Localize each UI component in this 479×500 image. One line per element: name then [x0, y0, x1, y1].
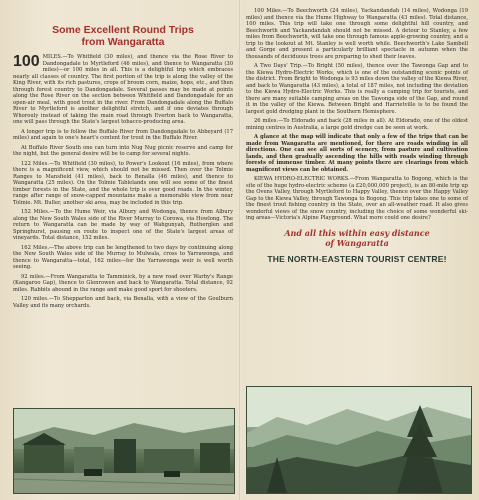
mountain-scene-image — [247, 387, 471, 493]
right-column — [246, 8, 468, 268]
trip-paragraph-eldorado: 26 miles.—To Eldorado and back (28 miles in all). At Eldorado, one of the oldest mining centres in Australia, a large gold dredge can be seen at work. — [246, 118, 468, 131]
left-column — [13, 8, 233, 312]
title-line-2: from Wangaratta — [81, 36, 165, 48]
trip-paragraph-buffalo: At Buffalo River South one can turn into Nug Nug picnic reserve and camp for the night, but the general desire will be to camp for several nights. — [13, 144, 233, 157]
lead-number: 100 — [13, 53, 40, 70]
trip-paragraph-122: 122 Miles.—To Whitfield (30 miles), to Power's Lookout (16 miles), from where there is a magnificent view, which should not be missed. Then over the Tolmie Ranges to Mansfield (41 miles), back to Benalla (46 miles), and thence to Wangaratta (25 miles). On the Tolmie Tablelands one will see some of the finest timber forests in the State, and the whole trip is over good roads. In the winter, range after range of snow-capped mountains make a memorable view from near Tolmie. Mt. Buller, another ski area, may be included in this trip. — [13, 160, 233, 206]
kiewa-paragraph: KIEWA HYDRO-ELECTRIC WORKS.—From Wangaratta to Bogong, which is the site of the huge hydro-electric scheme (a £20,000,000 project), is an 80-mile trip up the Ovens Valley, through Myrtleford to Happy Valley, thence over the Happy Valley Gap to the Kiewa Valley, through Tawonga to Bogong. This trip takes one to some of the finest trout fishing country in the State, over an all-weather road. It also gives wonderful views of the snow country, including the choice of some wonderful ski-ing areas—Victoria's Alpine Playground. What more could one desire? — [246, 176, 468, 221]
trip-paragraph-152: 152 Miles.—To the Hume Weir, via Albury and Wodonga, thence from Albury along the New South Wales side of the River Murray to Corowa, via Howlong. The return to Wangaratta can be made by way of Wahgunyah, Rutherglen and Springhurst, pausing en route to inspect one of the State's largest areas of vineyards. Total distance, 152 miles. — [13, 209, 233, 241]
trip-paragraph-beechworth: 100 Miles.—To Beechworth (24 miles), Yackandandah (14 miles), Wodonga (19 miles) and thence via the Hume Highway to Wangaratta (43 miles). Total distance, 100 miles. This trip will take one through some delightful hill country, and Beechworth and Yackandandah should not be missed. A detour to Stanley, a few miles from Beechworth, will take one through famous apple-growing country, and a trip to the lookout at Mt. Stanley is well worth while. Beechworth's Lake Sambell and Gorge and present a particularly brilliant spectacle in autumn when the thousands of deciduous trees are preparing to shed their leaves. — [246, 8, 468, 60]
trip-paragraph-longer: A longer trip is to follow the Buffalo River from Dandongadale to Abbeyard (17 miles) and again to one's heart's content for trout in the Buffalo River. — [13, 128, 233, 141]
trip-paragraph-92: 92 miles.—From Wangaratta to Tamminick, by a new road over Warby's Range (Kangaroo Gap), thence to Glenrowen and back to Wangaratta. Total distance, 92 miles. Rabbits abound in the range and make good sport for shooters. — [13, 273, 233, 293]
trip-paragraph-120: 120 miles.—To Shepparton and back, via Benalla, with a view of the Goulburn Valley and its many orchards. — [13, 296, 233, 309]
page-title — [13, 24, 233, 48]
mountain-photo — [246, 386, 472, 494]
title-line-1: Some Excellent Round Trips — [52, 24, 194, 36]
page-fold — [239, 0, 241, 500]
banner-line-2: of Wangaratta — [325, 237, 389, 248]
banner-line-1: And all this within easy distance — [284, 227, 430, 238]
trip-text-100: MILES.—To Whitfield (30 miles), and thence via the Rose River to Dandongadale to Myrtleford (46 miles), and thence to Wangaratta (30 miles)—or 100 miles in all. This is a delightful trip which embraces nearly all classes of country. The first portion of the trip is along the valley of the King River, with its rich pastures, crops of broom corn, maize, hops, etc., and then through forest country to Dandongadale. Several passes may be made at points along the Rose River on the section between Whitfield and Dandongadale for an open-air meal, with good trout in the river. From Dandongadale along the Buffalo River to Myrtleford is another delightful stretch, and if one deviates through Whorouly instead of taking the main road through Everton back to Wangaratta, one will pass through the State's largest tobacco-producing area. — [13, 54, 233, 125]
street-scene-image — [14, 409, 234, 493]
street-photo — [13, 408, 235, 494]
distance-banner — [246, 228, 468, 248]
map-note-paragraph: A glance at the map will indicate that only a few of the trips that can be made from Wangaratta are mentioned, for there are roads winding in all directions. One can see all sorts of scenery, from pasture and cultivation lands, and then gradually ascending the hills with roads winding through forests of immense timber. At many points there are clearings from which magnificent views can be obtained. — [246, 134, 468, 173]
trip-paragraph-162: 162 Miles.—The above trip can be lengthened to two days by continuing along the New South Wales side of the Murray to Mulwala, cross to Yarrawonga, and thence to Wangaratta—total, 162 miles—for the Yarrawonga weir is well worth seeing. — [13, 244, 233, 270]
trip-paragraph-two-days: A Two Days' Trip.—To Bright (50 miles), thence over the Tawonga Gap and to the Kiewa Hydro-Electric Works, which is one of the outstanding scenic points of the district. From Bright to Wodonga is 93 miles down the valley of the Kiewa River, and back to Wangaratta (43 miles), a total of 187 miles, not including the deviation to the Kiewa Hydro-Electric Works. This is really a camping trip for tourists, and there are many suitable camping areas on the Tawonga side of the Gap, and round it in the valley of the Kiewa. Between Bright and Harrietville is to be found the largest gold dredging plant in the Southern Hemisphere. — [246, 63, 468, 115]
tourist-centre-heading: THE NORTH-EASTERN TOURIST CENTRE! — [267, 253, 447, 264]
trip-paragraph-100 — [13, 54, 233, 126]
